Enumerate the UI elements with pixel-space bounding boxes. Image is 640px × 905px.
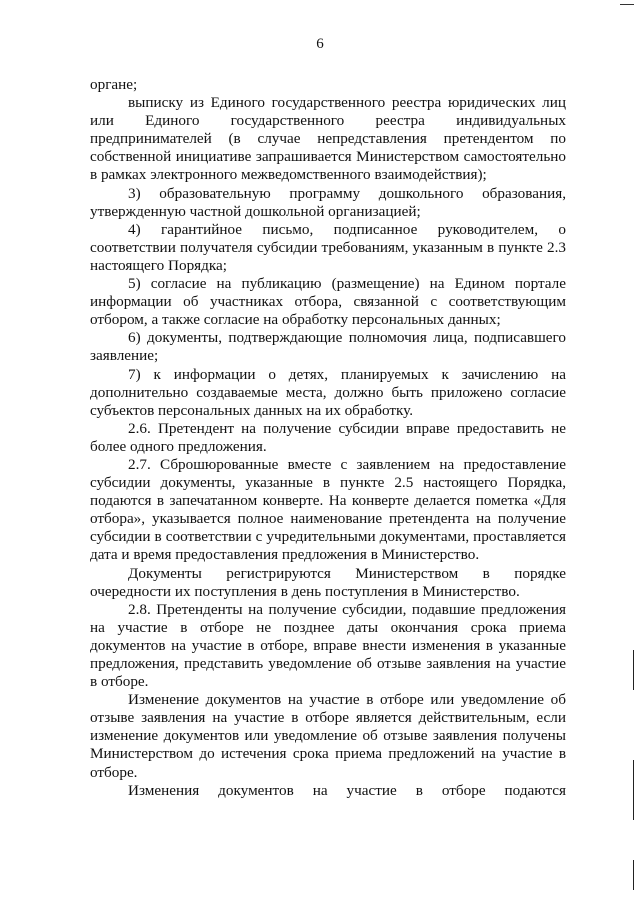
paragraph-7: 7) к информации о детях, планируемых к зачислению на дополнительно создаваемые места, должно быть приложено согласие субъектов персональных данных на их обработку.	[90, 365, 566, 419]
paragraph-13: Изменения документов на участие в отборе подаются	[128, 781, 566, 799]
paragraph-2: выписку из Единого государственного реестра юридических лиц или Единого государственного реестра индивидуальных предпринимателей (в случае непредставления претендентом по собственной инициативе запрашивается Министерством самостоятельно в рамках электронного межведомственного взаимодействия);	[90, 94, 566, 184]
page-number: 6	[316, 36, 324, 52]
margin-scan-mark-3	[633, 860, 634, 890]
paragraph-6: 6) документы, подтверждающие полномочия лица, подписавшего заявление;	[90, 329, 566, 365]
margin-scan-mark-2	[633, 760, 634, 820]
paragraph-8: 2.6. Претендент на получение субсидии вправе предоставить не более одного предложения.	[90, 419, 566, 455]
paragraph-12: Изменение документов на участие в отборе или уведомление об отзыве заявления на участие в отборе является действительным, если изменение документов или уведомление об отзыве заявления получены Министерством до истечения срока приема предложений на участие в отборе.	[90, 691, 566, 781]
paragraph-9: 2.7. Сброшюрованные вместе с заявлением на предоставление субсидии документы, указанные в пункте 2.5 настоящего Порядка, подаются в запечатанном конверте. На конверте делается пометка «Для отбора», указывается полное наименование претендента на получение субсидии в соответствии с учредительными документами, проставляется дата и время предоставления предложения в Министерство.	[90, 455, 566, 564]
paragraph-5: 5) согласие на публикацию (размещение) на Едином портале информации об участниках отбора, связанной с соответствующим отбором, а также согласие на обработку персональных данных;	[90, 275, 566, 329]
paragraph-4: 4) гарантийное письмо, подписанное руководителем, о соответствии получателя субсидии требованиям, указанным в пункте 2.3 настоящего Порядка;	[90, 220, 566, 274]
paragraph-11: 2.8. Претенденты на получение субсидии, подавшие предложения на участие в отборе не позднее даты окончания срока приема документов на участие в отборе, вправе внести изменения в указанные предложения, представить уведомление об отзыве заявления на участие в отборе.	[90, 600, 566, 691]
paragraph-1: органе;	[90, 76, 138, 93]
paragraph-10: Документы регистрируются Министерством в порядке очередности их поступления в день поступления в Министерство.	[90, 564, 566, 600]
margin-scan-mark-1	[633, 650, 634, 690]
document-body	[90, 76, 566, 800]
paragraph-3: 3) образовательную программу дошкольного образования, утвержденную частной дошкольной организацией;	[90, 184, 566, 220]
corner-scan-mark	[620, 4, 634, 5]
